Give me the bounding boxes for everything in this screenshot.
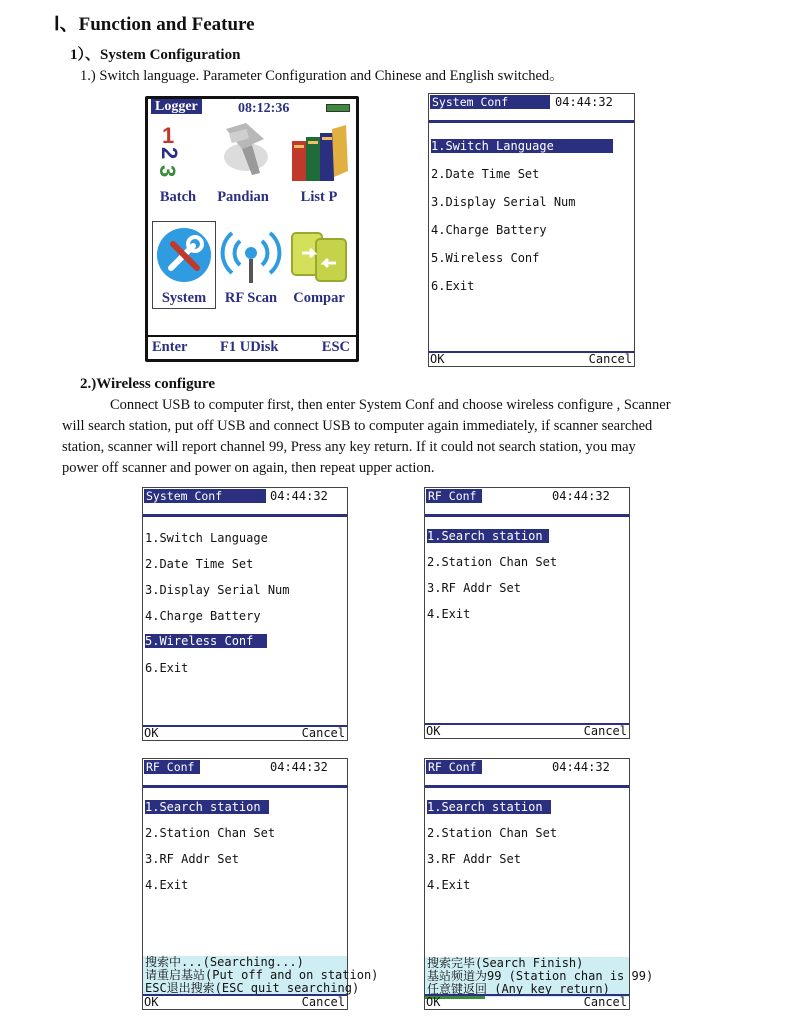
section-title: Ⅰ、Function and Feature — [54, 14, 255, 35]
logger-bottom-bar — [148, 335, 356, 359]
app-label-pandian[interactable]: Pandian — [217, 189, 269, 205]
wireless-paragraph-line-4: power off scanner and power on again, then repeat upper action. — [62, 460, 435, 476]
app-label-compar[interactable]: Compar — [293, 290, 345, 306]
cancel-softkey[interactable]: Cancel — [301, 995, 345, 1009]
rf-conf-screen-finished — [424, 758, 654, 1010]
menu-item-date-time-set[interactable]: 2.Date Time Set — [431, 167, 540, 181]
menu-item-switch-language[interactable]: 1.Switch Language — [431, 139, 613, 153]
svg-text:1: 1 — [162, 123, 175, 148]
menu-item-exit[interactable]: 6.Exit — [145, 661, 189, 675]
system-conf-screen-1 — [428, 93, 635, 367]
cancel-softkey[interactable]: Cancel — [583, 995, 627, 1009]
subsection-title-system-configuration: 1）、System Configuration — [70, 47, 241, 63]
ok-softkey[interactable]: OK — [144, 995, 159, 1009]
wireless-paragraph-line-3: station, scanner will report channel 99, Press any key return. If it could not search station, you may — [62, 439, 636, 455]
esc-softkey[interactable]: ESC — [321, 339, 350, 355]
status-line-station-chan: 基站频道为99 (Station chan is 99) — [427, 969, 654, 983]
logger-main-menu-screen — [145, 96, 359, 362]
screen-footer — [425, 723, 629, 738]
rf-antenna-icon[interactable] — [220, 225, 282, 287]
switch-language-line: 1.) Switch language. Parameter Configuration and Chinese and English switched。 — [80, 68, 564, 84]
wireless-paragraph — [62, 395, 732, 479]
batch-123-icon[interactable] — [154, 123, 202, 185]
screen-header — [143, 759, 347, 775]
header-divider — [429, 120, 634, 123]
wireless-paragraph-line-2: will search station, put off USB and connect USB to computer again immediately, if scanner searched — [62, 418, 653, 434]
screen-footer — [143, 994, 347, 1009]
screen-header — [429, 94, 634, 110]
app-label-batch[interactable]: Batch — [159, 189, 197, 205]
app-label-list-p[interactable]: List P — [300, 189, 338, 205]
menu-item-exit[interactable]: 6.Exit — [431, 279, 475, 293]
status-line-esc-quit: ESC退出搜索(ESC quit searching) — [145, 981, 360, 995]
menu-item-date-time-set[interactable]: 2.Date Time Set — [145, 557, 254, 571]
screen-footer — [143, 725, 347, 740]
ok-softkey[interactable]: OK — [430, 352, 445, 366]
battery-icon — [326, 104, 350, 112]
screen-footer — [425, 994, 629, 1009]
screen-time: 04:44:32 — [270, 489, 328, 503]
menu-item-search-station[interactable]: 1.Search station — [427, 529, 549, 543]
logger-top-bar — [148, 99, 356, 117]
screen-title: RF Conf — [426, 489, 482, 503]
menu-item-display-serial-num[interactable]: 3.Display Serial Num — [145, 583, 290, 597]
screen-title: System Conf — [430, 95, 550, 109]
menu-item-station-chan-set[interactable]: 2.Station Chan Set — [145, 826, 276, 840]
menu-item-display-serial-num[interactable]: 3.Display Serial Num — [431, 195, 576, 209]
wireless-paragraph-line-1: Connect USB to computer first, then enter System Conf and choose wireless configure , Scanner — [110, 397, 671, 413]
pandian-scanner-icon[interactable] — [212, 119, 276, 183]
menu-item-station-chan-set[interactable]: 2.Station Chan Set — [427, 826, 558, 840]
screen-header — [143, 488, 347, 504]
screen-header — [425, 759, 629, 775]
screen-time: 04:44:32 — [270, 760, 328, 774]
header-divider — [143, 785, 347, 788]
rf-conf-screen-searching — [142, 758, 379, 1010]
compare-icon[interactable] — [288, 227, 352, 285]
f1-udisk-softkey[interactable]: F1 UDisk — [220, 339, 279, 355]
screen-footer — [429, 351, 634, 366]
ok-softkey[interactable]: OK — [144, 726, 159, 740]
status-message-box — [143, 955, 379, 996]
screen-time: 04:44:32 — [552, 760, 610, 774]
menu-item-exit[interactable]: 4.Exit — [427, 878, 471, 892]
menu-item-charge-battery[interactable]: 4.Charge Battery — [431, 223, 547, 237]
ok-softkey[interactable]: OK — [426, 995, 441, 1009]
system-conf-screen-2 — [142, 487, 348, 741]
menu-item-rf-addr-set[interactable]: 3.RF Addr Set — [145, 852, 239, 866]
logger-title: Logger — [151, 99, 202, 114]
list-books-icon[interactable] — [288, 121, 350, 185]
status-line-restart-station: 请重启基站(Put off and on station) — [145, 968, 379, 982]
screen-time: 04:44:32 — [555, 95, 613, 109]
status-line-any-key-return: 任意键返回 (Any key return) — [427, 982, 610, 996]
subsection-title-wireless-configure: 2.)Wireless configure — [80, 376, 215, 392]
screen-title: RF Conf — [426, 760, 482, 774]
app-label-rf-scan[interactable]: RF Scan — [224, 290, 278, 306]
cancel-softkey[interactable]: Cancel — [301, 726, 345, 740]
header-divider — [425, 785, 629, 788]
status-line-searching: 搜索中...(Searching...) — [145, 955, 304, 969]
rf-conf-screen-1 — [424, 487, 630, 739]
menu-item-rf-addr-set[interactable]: 3.RF Addr Set — [427, 581, 521, 595]
screen-header — [425, 488, 629, 504]
status-message-box — [425, 956, 654, 997]
header-divider — [143, 514, 347, 517]
status-line-search-finish: 搜索完毕(Search Finish) — [427, 956, 584, 970]
svg-text:3: 3 — [155, 165, 180, 178]
menu-item-rf-addr-set[interactable]: 3.RF Addr Set — [427, 852, 521, 866]
screen-title: System Conf — [144, 489, 266, 503]
logger-clock: 08:12:36 — [238, 101, 290, 116]
menu-item-wireless-conf[interactable]: 5.Wireless Conf — [431, 251, 540, 265]
menu-item-station-chan-set[interactable]: 2.Station Chan Set — [427, 555, 558, 569]
app-label-system[interactable]: System — [161, 290, 207, 306]
screen-title: RF Conf — [144, 760, 200, 774]
cancel-softkey[interactable]: Cancel — [583, 724, 627, 738]
menu-item-exit[interactable]: 4.Exit — [145, 878, 189, 892]
enter-softkey[interactable]: Enter — [152, 339, 188, 355]
menu-item-charge-battery[interactable]: 4.Charge Battery — [145, 609, 261, 623]
cancel-softkey[interactable]: Cancel — [588, 352, 632, 366]
svg-text:2: 2 — [157, 147, 182, 160]
menu-item-exit[interactable]: 4.Exit — [427, 607, 471, 621]
menu-item-search-station[interactable]: 1.Search station — [145, 800, 269, 814]
menu-item-search-station[interactable]: 1.Search station — [427, 800, 551, 814]
header-divider — [425, 514, 629, 517]
ok-softkey[interactable]: OK — [426, 724, 441, 738]
menu-item-switch-language[interactable]: 1.Switch Language — [145, 531, 268, 545]
menu-item-wireless-conf[interactable]: 5.Wireless Conf — [145, 634, 267, 648]
screen-time: 04:44:32 — [552, 489, 610, 503]
